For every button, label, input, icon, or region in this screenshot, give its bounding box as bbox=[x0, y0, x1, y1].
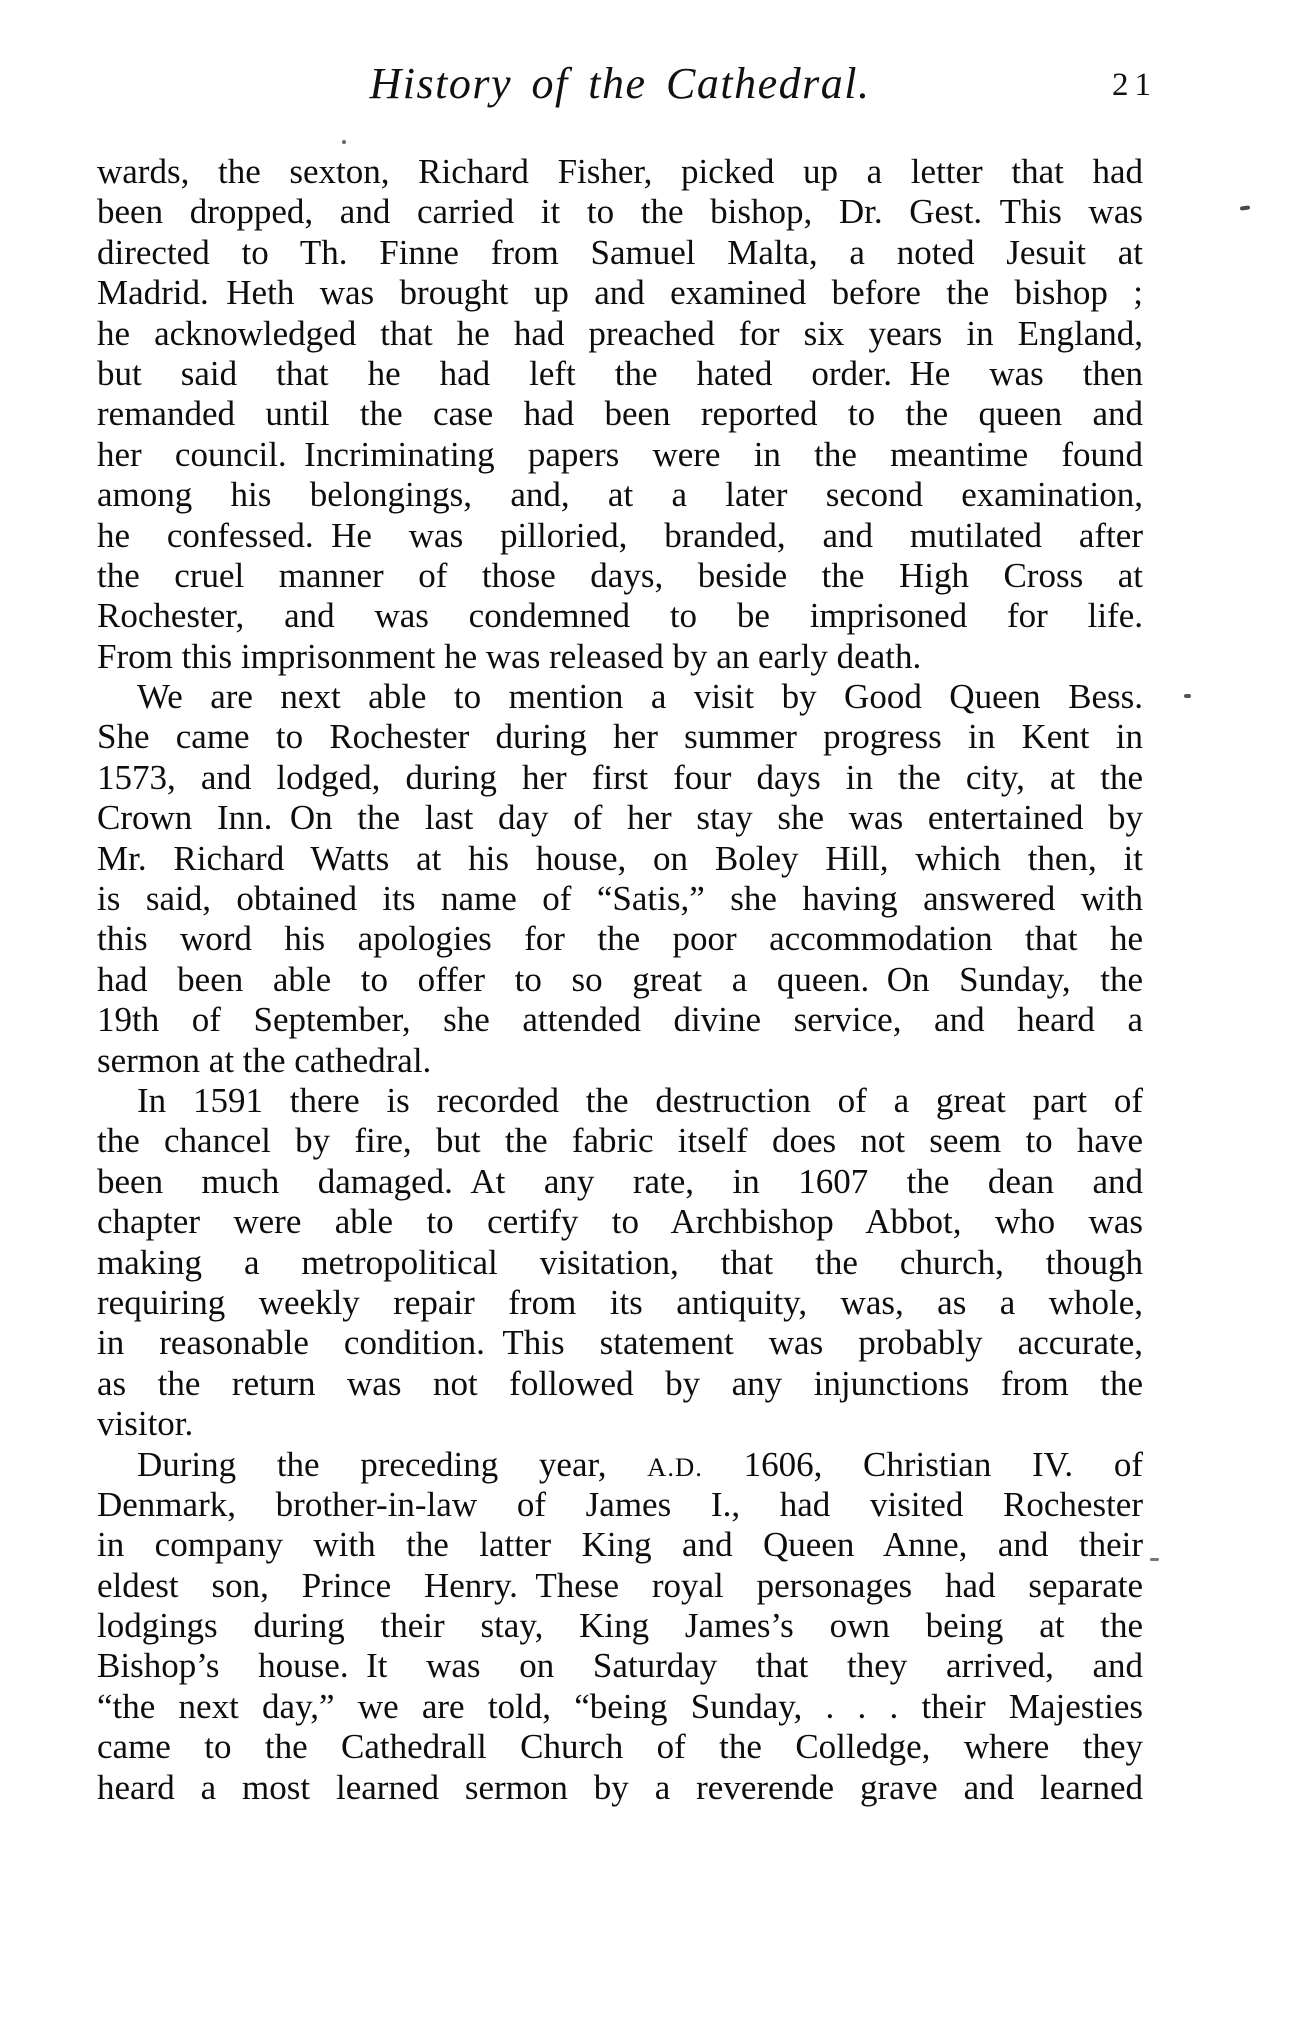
paragraph bbox=[97, 677, 1143, 1081]
text-line: directed to Th. Finne from Samuel Malta, a noted Jesuit at bbox=[97, 232, 1143, 272]
scan-speck bbox=[342, 140, 346, 144]
running-header bbox=[97, 58, 1157, 118]
paragraph bbox=[97, 1445, 1143, 1809]
text-line: as the return was not followed by any injunctions from the bbox=[97, 1363, 1143, 1403]
text-line: wards, the sexton, Richard Fisher, picked up a letter that had bbox=[97, 152, 1143, 191]
text-line: among his belongings, and, at a later second examination, bbox=[97, 475, 1143, 515]
paragraph bbox=[97, 1081, 1143, 1445]
text-line: During the preceding year, A.D. 1606, Christian IV. of bbox=[137, 1444, 1143, 1484]
text-line: Mr. Richard Watts at his house, on Boley Hill, which then, it bbox=[97, 838, 1143, 878]
text-line: in company with the latter King and Queen Anne, and their bbox=[97, 1525, 1143, 1565]
text-line: making a metropolitical visitation, that the church, though bbox=[97, 1242, 1143, 1282]
text-line: is said, obtained its name of “Satis,” she having answered with bbox=[97, 879, 1143, 919]
text-line: In 1591 there is recorded the destruction of a great part of bbox=[137, 1080, 1143, 1120]
text-line: chapter were able to certify to Archbishop Abbot, who was bbox=[97, 1202, 1143, 1242]
text-line: been much damaged. At any rate, in 1607 the dean and bbox=[97, 1161, 1143, 1201]
text-line: requiring weekly repair from its antiquity, was, as a whole, bbox=[97, 1282, 1143, 1322]
text-line: eldest son, Prince Henry. These royal personages had separate bbox=[97, 1565, 1143, 1605]
text-line: this word his apologies for the poor accommodation that he bbox=[97, 919, 1143, 959]
scan-speck bbox=[1150, 1558, 1159, 1561]
text-line: 1573, and lodged, during her first four days in the city, at the bbox=[97, 757, 1143, 797]
page-number: 21 bbox=[1112, 67, 1157, 103]
text-line: Madrid. Heth was brought up and examined before the bishop ; bbox=[97, 273, 1143, 313]
text-line: sermon at the cathedral. bbox=[97, 1040, 432, 1080]
text-line: but said that he had left the hated order. He was then bbox=[97, 353, 1143, 393]
page-title: History of the Cathedral. bbox=[369, 59, 871, 108]
text-line: She came to Rochester during her summer progress in Kent in bbox=[97, 717, 1143, 757]
text-line: the chancel by fire, but the fabric itself does not seem to have bbox=[97, 1121, 1143, 1161]
text-line: Denmark, brother-in-law of James I., had visited Rochester bbox=[97, 1484, 1143, 1524]
text-block bbox=[97, 152, 1143, 1808]
text-line: Bishop’s house. It was on Saturday that they arrived, and bbox=[97, 1646, 1143, 1686]
text-line: Crown Inn. On the last day of her stay she was entertained by bbox=[97, 798, 1143, 838]
text-line: Rochester, and was condemned to be imprisoned for life. bbox=[97, 596, 1143, 636]
scan-speck bbox=[1240, 205, 1250, 210]
text-line: visitor. bbox=[97, 1404, 194, 1444]
text-line: in reasonable condition. This statement was probably accurate, bbox=[97, 1323, 1143, 1363]
paragraph bbox=[97, 152, 1143, 677]
scan-speck bbox=[1184, 694, 1191, 698]
text-line: 19th of September, she attended divine service, and heard a bbox=[97, 1000, 1143, 1040]
text-line: he confessed. He was pilloried, branded, and mutilated after bbox=[97, 515, 1143, 555]
text-line: From this imprisonment he was released by an early death. bbox=[97, 636, 922, 676]
text-line: heard a most learned sermon by a reverende grave and learned bbox=[97, 1767, 1143, 1807]
text-line: the cruel manner of those days, beside the High Cross at bbox=[97, 555, 1143, 595]
text-line: had been able to offer to so great a queen. On Sunday, the bbox=[97, 959, 1143, 999]
text-line: “the next day,” we are told, “being Sunday, . . . their Majesties bbox=[97, 1686, 1143, 1726]
text-line: her council. Incriminating papers were in the meantime found bbox=[97, 434, 1143, 474]
text-line: lodgings during their stay, King James’s own being at the bbox=[97, 1606, 1143, 1646]
text-line: he acknowledged that he had preached for six years in England, bbox=[97, 313, 1143, 353]
text-line: came to the Cathedrall Church of the Colledge, where they bbox=[97, 1727, 1143, 1767]
text-line: We are next able to mention a visit by Good Queen Bess. bbox=[137, 677, 1143, 717]
text-line: remanded until the case had been reported to the queen and bbox=[97, 394, 1143, 434]
text-line: been dropped, and carried it to the bishop, Dr. Gest. This was bbox=[97, 192, 1143, 232]
